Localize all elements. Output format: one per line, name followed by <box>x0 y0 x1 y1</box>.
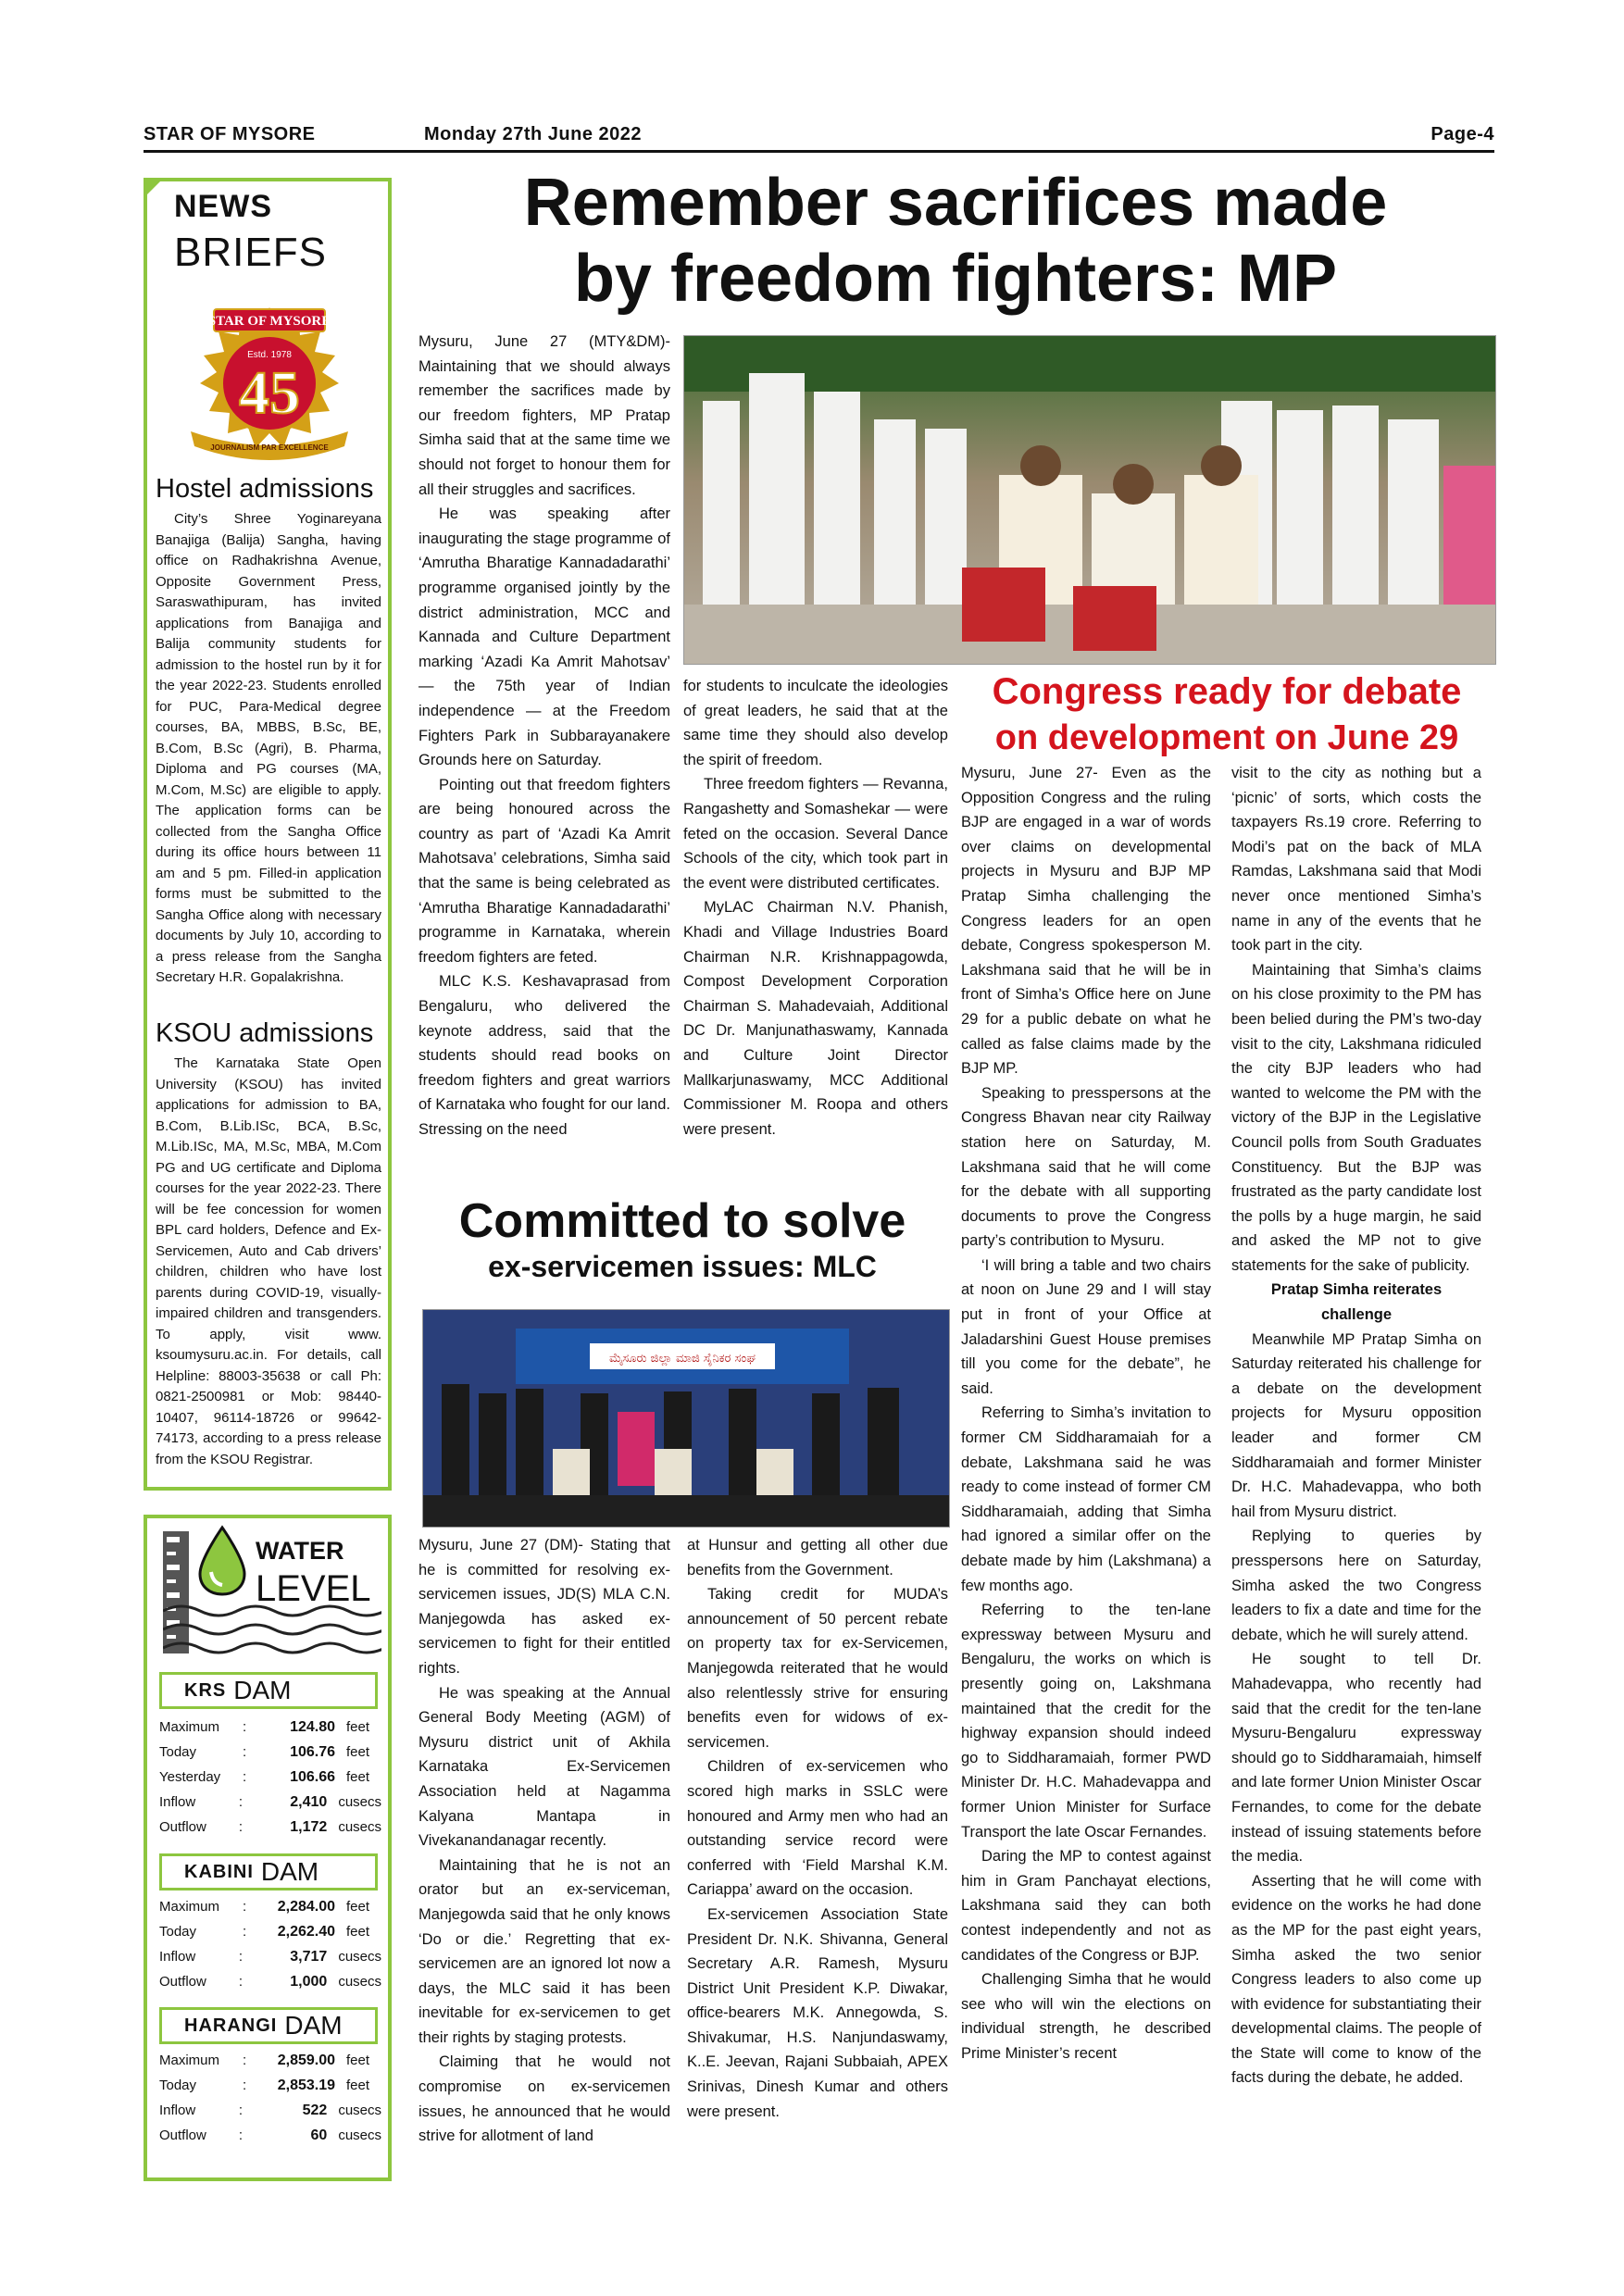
story3-headline <box>417 1194 948 1285</box>
water-title: WATER <box>256 1537 344 1565</box>
dam-row-value: 2,284.00 <box>277 1898 335 1915</box>
brief-ksou-body: The Karnataka State Open University (KSOU) has invited applications for admission to BA, B.Com, B.Lib.ISc, BCA, B.Sc, M.Lib.ISc, MA, M.Sc, MBA, M.Com PG and UG certificate and Diploma courses for the year 2022-23. There will be fee concession for women BPL card holders, Defence and Ex-Servicemen, Auto and Cab drivers’ children, children who have lost parents during COVID-19, visually-impaired children and transgenders. To apply, visit www. ksoumysuru.ac.in. For details, call Helpline: 88003-35638 or call Ph: 0821-2500981 or Mob: 98440-10407, 96114-18726 or 99642-74173, according to a press release from the KSOU Registrar. <box>156 1055 381 1467</box>
dam-name-kabini: KABINI <box>184 1861 254 1882</box>
dam-row-label: Inflow <box>159 1794 196 1810</box>
water-waves <box>163 1602 381 1666</box>
dam-row-value: 106.76 <box>290 1743 335 1760</box>
dam-row-unit: cusecs <box>338 1819 381 1835</box>
star-of-mysore-45-logo <box>163 304 376 461</box>
dam-row-unit: feet <box>346 1924 370 1940</box>
story2-col1 <box>961 761 1211 2065</box>
dam-name-krs: KRS <box>184 1679 227 1701</box>
story3-para: Claiming that he would not compromise on ex-servicemen issues, he announced that he would strive for allotment of land <box>418 2053 670 2145</box>
logo-number: 45 <box>239 359 300 427</box>
dam-table-kabini <box>159 1894 381 1994</box>
story3-para: at Hunsur and getting all other due benefits from the Government. <box>687 1537 948 1578</box>
story1-col2 <box>683 674 948 1142</box>
story2-subhead <box>1231 1278 1481 1327</box>
story1-headline-line1: Remember sacrifices made <box>523 166 1388 240</box>
dam-row-label: Yesterday <box>159 1769 221 1785</box>
dam-row: Inflow : 2,410 cusecs <box>159 1793 381 1810</box>
masthead-page: Page-4 <box>1430 124 1494 144</box>
masthead-rule <box>144 150 1494 153</box>
story2-para: Asserting that he will come with evidence on the works he had done as the MP for the past eight years, Simha asked the two senior Congress leaders to also come up with evidence for substantiating their developmental claims. The people of the State will come to know of the facts during the debate, he added. <box>1231 1872 1481 2087</box>
story2-para: Referring to Simha’s invitation to former CM Siddharamaiah for a debate, Lakshmana said he was ready to come instead of former CM Siddharamaiah, adding that Simha had ignored a similar offer on the debate made by him (Lakshmana) a few months ago. <box>961 1404 1211 1594</box>
story3-col2 <box>687 1533 948 2124</box>
dam-row-value: 106.66 <box>290 1768 335 1785</box>
dam-word: DAM <box>233 1676 292 1704</box>
story1-para: for students to inculcate the ideologies of great leaders, he said that at the same time they should also develop the spirit of freedom. <box>683 678 948 768</box>
dam-row-unit: cusecs <box>338 1974 381 1990</box>
dam-row: Inflow : 3,717 cusecs <box>159 1948 381 1965</box>
story3-headline-line1: Committed to solve <box>458 1194 906 1248</box>
dam-row-label: Outflow <box>159 1819 206 1835</box>
story3-para: He was speaking at the Annual General Body Meeting (AGM) of Mysuru district unit of Akhila Karnataka Ex-Servicemen Association held at Nagamma Kalyana Mantapa in Vivekanandanagar recently. <box>418 1684 670 1850</box>
dam-row-label: Outflow <box>159 2128 206 2143</box>
masthead-paper: STAR OF MYSORE <box>144 124 316 144</box>
story2-para: Maintaining that Simha’s claims on his close proximity to the PM has been belied during the PM’s two-day visit to the city, Lakshmana ridiculed the city BJP leaders who had wanted to welcome the PM with the victory of the BJP in the Legislative Council polls from South Graduates Constituency. But the BJP was frustrated as the party candidate lost the polls by a huge margin, he said and asked the MP not to give statements for the sake of publicity. <box>1231 961 1481 1274</box>
story1-headline <box>417 165 1494 317</box>
story1-para: Three freedom fighters — Revanna, Rangashetty and Somashekar — were feted on the occasion. Several Dance Schools of the city, which took part in the event were distributed certificates. <box>683 776 948 892</box>
story3-para: Mysuru, June 27 (DM)- Stating that he is committed for resolving ex-servicemen issues, JD(S) MLA C.N. Manjegowda has asked ex-servicemen to fight for their entitled rights. <box>418 1537 670 1677</box>
story1-para: Mysuru, June 27 (MTY&DM)- Maintaining that we should always remember the sacrifices made by our freedom fighters, MP Pratap Simha said that at the same time we should not forget to honour them for all their struggles and sacrifices. <box>418 333 670 498</box>
dam-row-unit: feet <box>346 2078 370 2093</box>
masthead-date: Monday 27th June 2022 <box>424 124 643 144</box>
dam-row-value: 1,172 <box>290 1818 328 1835</box>
story1-headline-line2: by freedom fighters: MP <box>573 242 1338 316</box>
dam-row-label: Inflow <box>159 2103 196 2118</box>
dam-row: Yesterday : 106.66 feet <box>159 1768 370 1785</box>
brief-ksou-title: KSOU admissions <box>156 1018 374 1048</box>
dam-row-value: 2,853.19 <box>277 2077 335 2093</box>
dam-row-label: Outflow <box>159 1974 206 1990</box>
dam-row: Outflow : 1,172 cusecs <box>159 1818 381 1835</box>
story3-para: Maintaining that he is not an orator but an ex-serviceman, Manjegowda said that he only knows ‘Do or die.’ Regretting that ex-servicemen are an ignored lot now a days, the MLC said it has been inevitable for ex-servicemen to get their rights by staging protests. <box>418 1856 670 2046</box>
story3-para: Taking credit for MUDA’s announcement of 50 percent rebate on property tax for ex-Servicemen, Manjegowda reiterated that he would also relentlessly strive for ensuring benefits even for widows of ex-servicemen. <box>687 1586 948 1751</box>
story2-para: Speaking to presspersons at the Congress Bhavan near city Railway station here on Saturday, M. Lakshmana said that he will come for the debate with all supporting documents to prove the Congress party’s contribution to Mysuru. <box>961 1084 1211 1250</box>
dam-row-value: 522 <box>302 2102 328 2118</box>
story2-headline <box>959 668 1494 761</box>
dam-row: Today : 2,853.19 feet <box>159 2077 370 2093</box>
dam-row-unit: cusecs <box>338 1949 381 1965</box>
dam-row-unit: feet <box>346 1744 370 1760</box>
dam-row-value: 60 <box>310 2127 328 2143</box>
story3-headline-line2: ex-servicemen issues: MLC <box>488 1250 877 1283</box>
dam-row: Today : 2,262.40 feet <box>159 1923 370 1940</box>
water-drop-icon <box>194 1524 250 1598</box>
dam-row-label: Maximum <box>159 2053 220 2068</box>
dam-word: DAM <box>260 1857 319 1886</box>
dam-title-harangi <box>159 2007 378 2044</box>
dam-table-krs <box>159 1715 381 1840</box>
brief-hostel-body: City’s Shree Yoginareyana Banajiga (Balija) Sangha, having office on Radhakrishna Avenue, Opposite Government Press, Saraswathipuram, has invited applications from Banajiga and Balija community students for admission to the hostel run by it for the year 2022-23. Students enrolled for PUC, Para-Medical degree courses, BA, MBBS, B.Sc, BE, B.Com, B.Sc (Agri), B. Pharma, Diploma and PG courses (MA, M.Com, M.Sc) are eligible to apply. The application forms can be collected from the Sangha Office during its office hours between 11 am and 5 pm. Filled-in application forms must be submitted to the Sangha Office along with necessary documents by July 10, according to a press release from the Sangha Secretary H.R. Gopalakrishna. <box>156 511 381 985</box>
briefs-label: BRIEFS <box>174 230 327 275</box>
dam-row: Inflow : 522 cusecs <box>159 2102 381 2118</box>
dam-row: Maximum : 2,284.00 feet <box>159 1898 370 1915</box>
dam-row: Maximum : 2,859.00 feet <box>159 2052 370 2068</box>
dam-row-value: 1,000 <box>290 1973 328 1990</box>
story2-subhead-line1: Pratap Simha reiterates <box>1270 1281 1443 1299</box>
story1-para: MLC K.S. Keshavaprasad from Bengaluru, who delivered the keynote address, said that the students should read books on freedom fighters and great warriors of Karnataka who fought for our land. Stressing on the need <box>418 973 670 1138</box>
story1-col1 <box>418 330 670 1142</box>
dam-row-unit: feet <box>346 1719 370 1735</box>
story2-headline-line2: on development on June 29 <box>994 718 1459 757</box>
banner-text: ಮೈಸೂರು ಜಿಲ್ಲಾ ಮಾಜಿ ಸೈನಿಕರ ಸಂಘ <box>609 1352 756 1366</box>
dam-row-unit: cusecs <box>338 2103 381 2118</box>
dam-row-value: 3,717 <box>290 1948 328 1965</box>
logo-ribbon: JOURNALISM PAR EXCELLENCE <box>210 443 329 452</box>
story2-para: Challenging Simha that he would see who will win the elections on individual strength, he described Prime Minister’s recent <box>961 1971 1211 2062</box>
dam-title-krs <box>159 1672 378 1709</box>
story2-para: Referring to the ten-lane expressway between Mysuru and Bengaluru, the works on which is presently going on, Lakshmana maintained that the credit for the highway expansion should indeed go to Siddharamaiah, former PWD Minister Dr. H.C. Mahadevappa and former Union Minister for Surface Transport the late Oscar Fernandes. <box>961 1602 1211 1841</box>
story1-photo-freedom-fighters <box>683 335 1496 665</box>
story2-para: visit to the city as nothing but a ‘picnic’ of sorts, which costs the taxpayers Rs.19 crore. Referring to Modi’s pat on the back of MLA Ramdas, Lakshmana said that Modi never once mentioned Simha’s name in any of the events that he took part in the city. <box>1231 765 1481 955</box>
story2-col2 <box>1231 761 1481 2090</box>
news-label: NEWS <box>174 189 272 224</box>
story2-subhead-line2: challenge <box>1320 1306 1393 1324</box>
logo-estd: Estd. 1978 <box>247 350 292 360</box>
dam-row-unit: feet <box>346 2053 370 2068</box>
level-title-text: LEVEL <box>256 1568 371 1609</box>
story2-para: He sought to tell Dr. Mahadevappa, who recently had said that the credit for the ten-lane Mysuru-Bengaluru expressway should go to Siddharamaiah, himself and late former Union Minister Oscar Fernandes, to come for the debate instead of issuing statements before the media. <box>1231 1651 1481 1866</box>
dam-name-harangi: HARANGI <box>184 2015 278 2036</box>
dam-row-value: 124.80 <box>290 1718 335 1735</box>
dam-row-label: Today <box>159 1744 197 1760</box>
dam-row: Outflow : 1,000 cusecs <box>159 1973 381 1990</box>
dam-row-label: Inflow <box>159 1949 196 1965</box>
story1-para: He was speaking after inaugurating the stage programme of ‘Amrutha Bharatige Kannadadarathi’ programme organised jointly by the district administration, MCC and Kannada and Culture Department marking ‘Azadi Ka Amrit Mahotsav’ — the 75th year of Indian independence — at the Freedom Fighters Park in Subbarayanakere Grounds here on Saturday. <box>418 505 670 769</box>
story1-para: MyLAC Chairman N.V. Phanish, Khadi and Village Industries Board Chairman N.R. Krishnappagowda, Compost Development Corporation Chairman S. Mahadevaiah, Additional DC Dr. Manjunathaswamy, Kannada and Culture Joint Director Mallkarjunaswamy, MCC Additional Commissioner M. Roopa and others were present. <box>683 899 948 1138</box>
dam-row-unit: cusecs <box>338 2128 381 2143</box>
story3-para: Children of ex-servicemen who scored high marks in SSLC were honoured and Army men who had an outstanding service record were conferred with ‘Field Marshal K.M. Cariappa’ award on the occasion. <box>687 1758 948 1899</box>
dam-row-unit: feet <box>346 1899 370 1915</box>
story2-para: ‘I will bring a table and two chairs at noon on June 29 and I will stay put in front of your Office at Jaladarshini Guest House premises till you come for the debate”, he said. <box>961 1256 1211 1397</box>
story3-col1 <box>418 1533 670 2149</box>
dam-word: DAM <box>284 2011 343 2040</box>
dam-row-label: Today <box>159 2078 197 2093</box>
logo-top-text: STAR OF MYSORE <box>207 314 331 329</box>
dam-row-label: Maximum <box>159 1899 220 1915</box>
dam-row: Today : 106.76 feet <box>159 1743 370 1760</box>
story1-para: Pointing out that freedom fighters are being honoured across the country as part of ‘Azadi Ka Amrit Mahotsava’ celebrations, Simha said that the same is being celebrated as ‘Amrutha Bharatige Kannadadarathi’ programme in Karnataka, wherein freedom fighters are feted. <box>418 776 670 966</box>
dam-title-kabini <box>159 1853 378 1890</box>
dam-row-value: 2,410 <box>290 1793 328 1810</box>
story2-para: Daring the MP to contest against him in Gram Panchayat elections, Lakshmana said they can both contest independently and not as candidates of the Congress or BJP. <box>961 1848 1211 1964</box>
brief-hostel-title: Hostel admissions <box>156 474 374 504</box>
dam-row-unit: feet <box>346 1769 370 1785</box>
story3-para: Ex-servicemen Association State President Dr. N.K. Shivanna, General Secretary A.R. Ramesh, Mysuru District Unit President K.P. Diwakar, office-bearers M.K. Annegowda, S. Shivakumar, H.S. Nanjundaswamy, K..E. Jeevan, Rajani Subbaiah, APEX Srinivas, Dinesh Kumar and others were present. <box>687 1905 948 2120</box>
dam-table-harangi <box>159 2048 381 2148</box>
box-corner <box>144 178 164 198</box>
story2-para: Mysuru, June 27- Even as the Opposition Congress and the ruling BJP are engaged in a war of words over claims on developmental projects in Mysuru and BJP MP Pratap Simha challenging the Congress leaders for an open debate, Congress spokesperson M. Lakshmana said that he will be in front of Simha’s Office here on June 29 for a public debate on what he called as false claims made by the BJP MP. <box>961 765 1211 1078</box>
story2-para: Meanwhile MP Pratap Simha on Saturday reiterated his challenge for a debate on the development projects for Mysuru opposition leader and former CM Siddharamaiah and former Minister Dr. H.C. Mahadevappa, who both hail from Mysuru district. <box>1231 1330 1481 1520</box>
dam-row-value: 2,262.40 <box>277 1923 335 1940</box>
dam-row: Outflow : 60 cusecs <box>159 2127 381 2143</box>
dam-row-label: Today <box>159 1924 197 1940</box>
dam-row: Maximum : 124.80 feet <box>159 1718 370 1735</box>
story2-headline-line1: Congress ready for debate <box>992 671 1462 712</box>
dam-row-label: Maximum <box>159 1719 220 1735</box>
story2-para: Replying to queries by presspersons here on Saturday, Simha asked the two Congress leaders to fix a date and time for the debate, which he will surely attend. <box>1231 1528 1481 1643</box>
dam-row-unit: cusecs <box>338 1794 381 1810</box>
story3-photo-ex-servicemen <box>422 1309 950 1528</box>
dam-row-value: 2,859.00 <box>277 2052 335 2068</box>
